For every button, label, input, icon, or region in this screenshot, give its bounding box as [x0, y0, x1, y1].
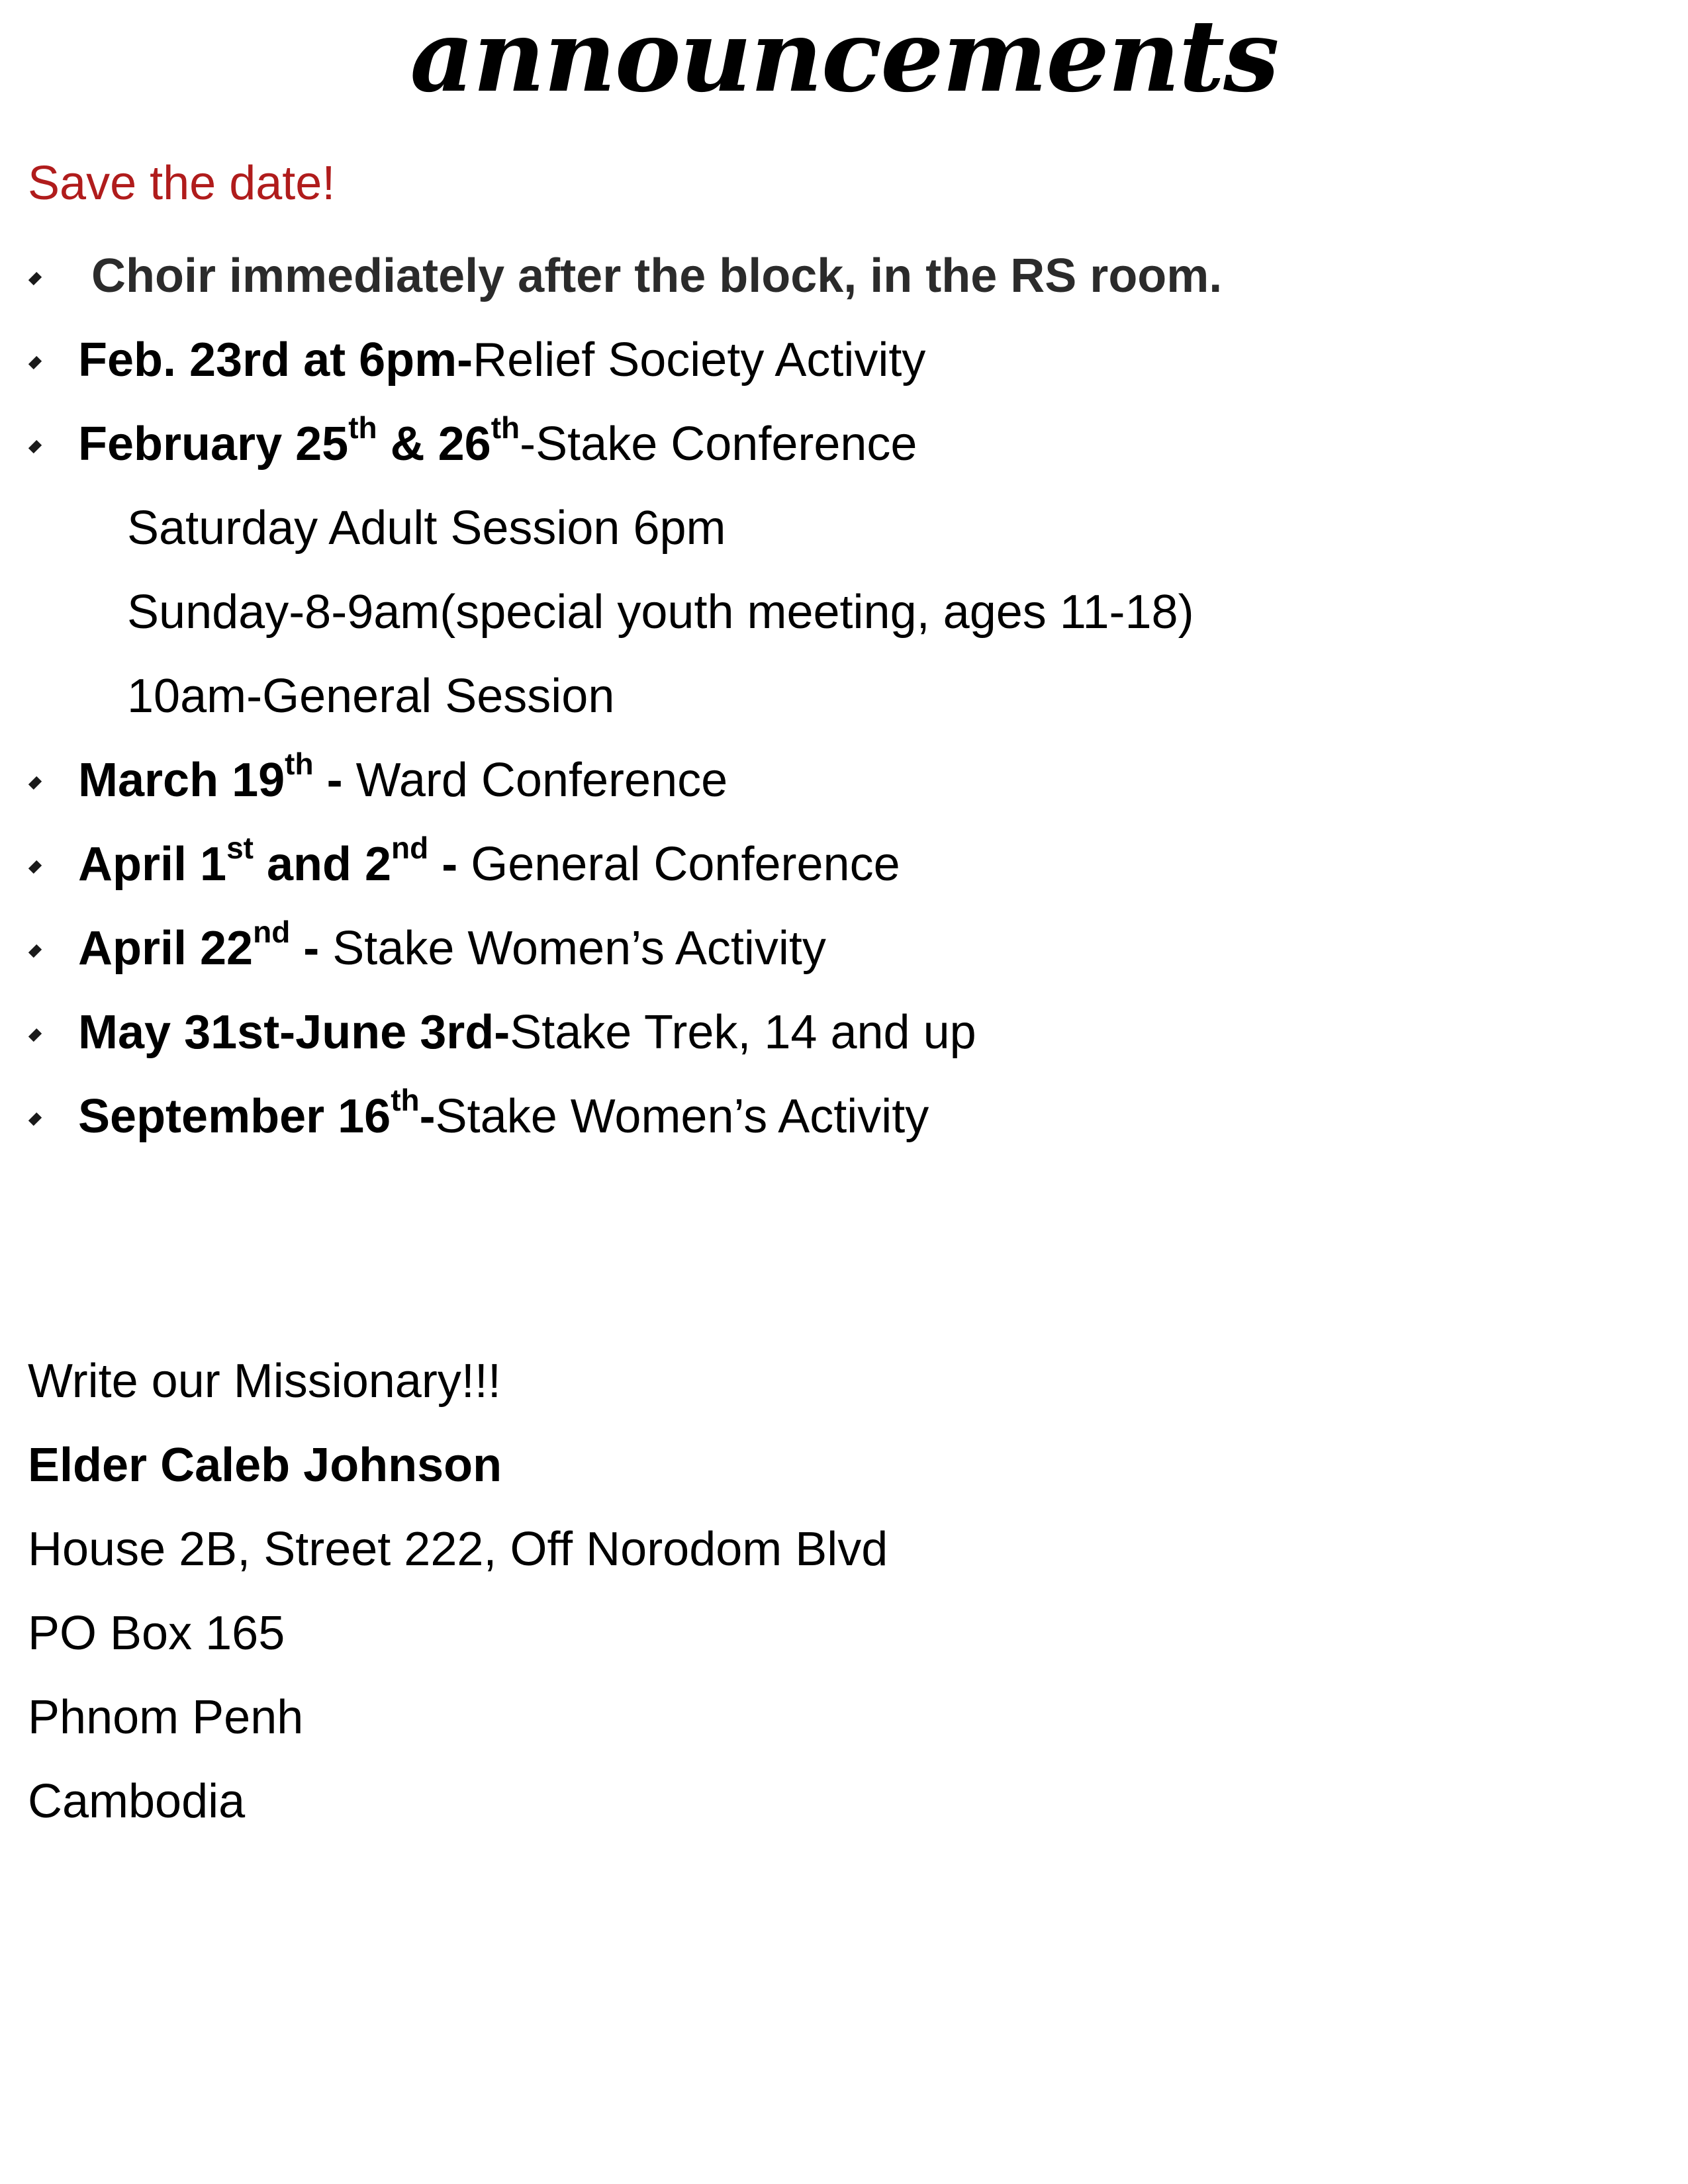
sub-item-saturday: [0, 498, 1688, 582]
list-item-choir: [0, 246, 1688, 330]
ordinal-suffix: th: [348, 410, 377, 445]
list-item-text: [78, 915, 826, 978]
item-date: Feb. 23rd at 6pm-: [78, 334, 473, 387]
missionary-name: Elder Caleb Johnson: [28, 1439, 502, 1492]
item-event: Ward Conference: [355, 754, 728, 807]
item-date: May 31st-June 3rd-: [78, 1006, 510, 1059]
choir-text: Choir immediately after the block, in the RS room.: [91, 250, 1223, 302]
list-item-ward-conference: [0, 747, 1688, 835]
address-line-1: House 2B, Street 222, Off Norodom Blvd: [28, 1523, 888, 1576]
list-item-stake-trek: [0, 1003, 1688, 1087]
item-separator: -: [313, 754, 356, 807]
list-item-text: [78, 1083, 929, 1146]
item-event: Stake Trek, 14 and up: [510, 1006, 976, 1059]
item-date: April 22: [78, 922, 254, 975]
announcement-list: [0, 246, 1688, 1171]
item-separator: -: [428, 838, 471, 891]
item-separator: -: [290, 922, 333, 975]
diamond-bullet-icon: [28, 944, 42, 958]
list-item-text: [78, 1003, 976, 1062]
sub-item-text: Sunday-8-9am(special youth meeting, ages 11-18): [127, 586, 1194, 639]
item-date: March 19: [78, 754, 285, 807]
list-item-stake-womens-april: [0, 915, 1688, 1003]
list-item-stake-conference: [0, 410, 1688, 498]
item-date: April 1: [78, 838, 227, 891]
item-date: and 2: [253, 838, 392, 891]
list-item-text: [78, 330, 925, 390]
diamond-bullet-icon: [28, 860, 42, 874]
diamond-bullet-icon: [28, 1113, 42, 1126]
save-the-date-heading: Save the date!: [28, 157, 336, 210]
item-event: -Stake Conference: [520, 418, 917, 471]
ordinal-suffix: nd: [253, 915, 291, 949]
sub-item-sunday: [0, 582, 1688, 666]
address-city: Phnom Penh: [28, 1691, 304, 1744]
list-item-general-conference: [0, 831, 1688, 919]
item-event: Relief Society Activity: [473, 334, 926, 387]
item-date: September 16: [78, 1090, 391, 1143]
diamond-bullet-icon: [28, 272, 42, 285]
diamond-bullet-icon: [28, 776, 42, 790]
address-country: Cambodia: [28, 1775, 246, 1828]
sub-item-text: Saturday Adult Session 6pm: [127, 502, 726, 555]
ordinal-suffix: th: [491, 410, 520, 445]
sub-item-text: 10am-General Session: [127, 670, 615, 723]
item-event: Stake Women’s Activity: [435, 1090, 929, 1143]
item-separator: -: [419, 1090, 436, 1143]
item-date: February 25: [78, 418, 349, 471]
list-item-stake-womens-september: [0, 1083, 1688, 1171]
ordinal-suffix: nd: [391, 831, 429, 865]
list-item-text: [78, 410, 917, 474]
sub-item-general-session: [0, 666, 1688, 751]
page-title: announcements: [410, 0, 1278, 114]
item-event: General Conference: [471, 838, 900, 891]
diamond-bullet-icon: [28, 356, 42, 369]
ordinal-suffix: st: [226, 831, 254, 865]
list-item-text: [78, 747, 728, 810]
list-item-text: [78, 831, 900, 894]
ordinal-suffix: th: [285, 747, 314, 781]
missionary-heading: Write our Missionary!!!: [28, 1355, 501, 1408]
item-event: Stake Women’s Activity: [332, 922, 826, 975]
diamond-bullet-icon: [28, 440, 42, 453]
address-line-2: PO Box 165: [28, 1607, 285, 1660]
item-date: & 26: [377, 418, 491, 471]
missionary-block: [28, 1340, 888, 1844]
diamond-bullet-icon: [28, 1028, 42, 1042]
ordinal-suffix: th: [391, 1083, 420, 1117]
list-item-relief-society: [0, 330, 1688, 414]
